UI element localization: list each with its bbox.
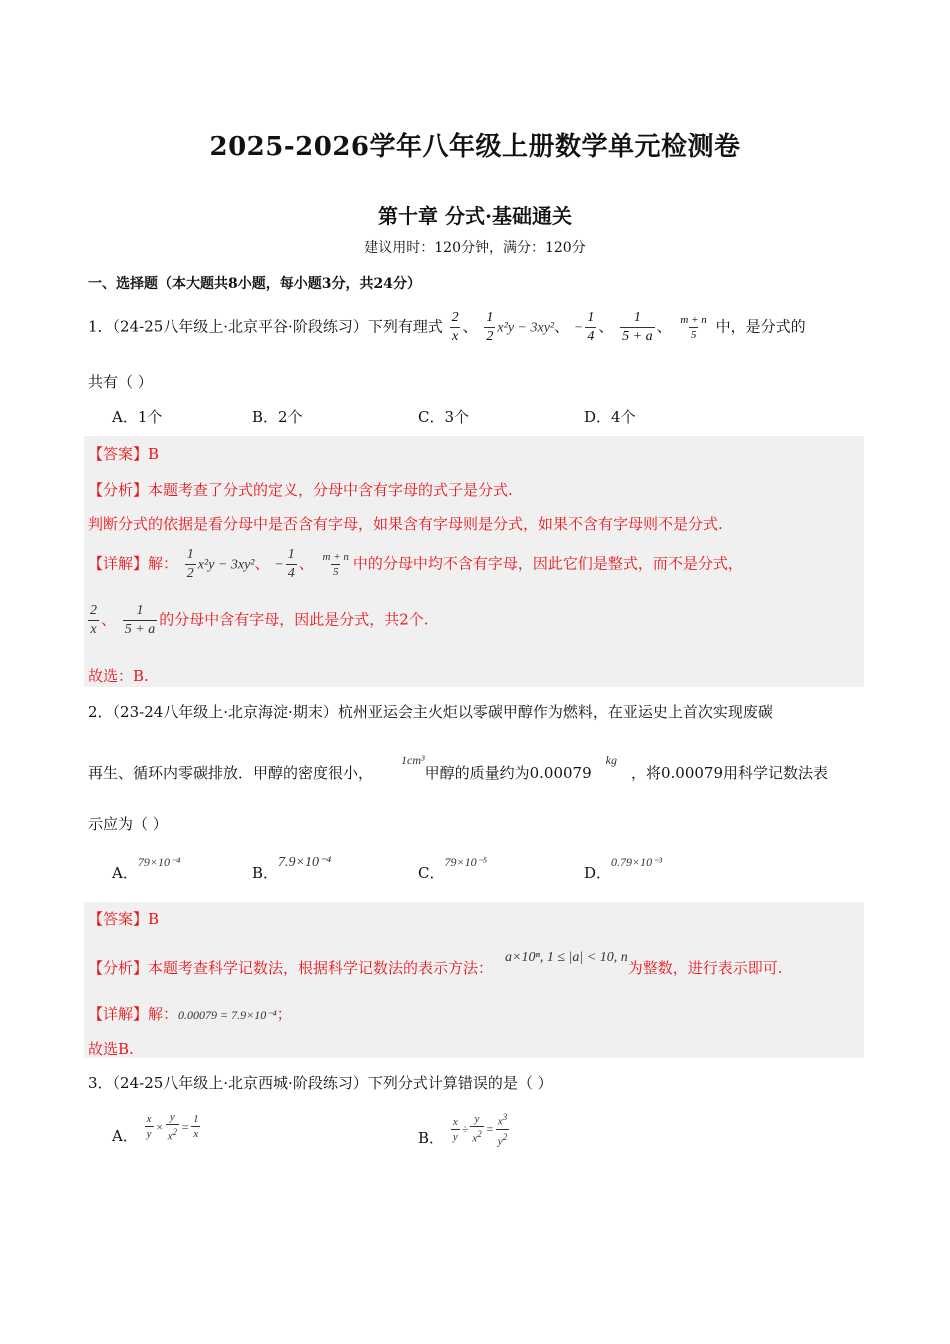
fraction-1-over-5-plus-a: $\frac{1}{5 + a}$ xyxy=(622,310,653,344)
q1-analysis-2: 判断分式的依据是看分母中是否含有字母，如果含有字母则是分式，如果不含有字母则不是分式. xyxy=(88,515,723,533)
q1-option-a: A．1个 xyxy=(112,408,163,426)
q1-detail-2: $\frac{2}{x}$ 、 $\frac{1}{5 + a}$ 的分母中含有字母，因此是分式，共2个. xyxy=(90,603,429,637)
page-title: 2025-2026学年八年级上册数学单元检测卷 xyxy=(209,132,741,162)
q1-choose: 故选：B. xyxy=(88,667,149,685)
question-2-line1: 2．（23-24八年级上·北京海淀·期末）杭州亚运会主火炬以零碳甲醇作为燃料，在亚运史上首次实现废碳 xyxy=(88,703,773,721)
q2-option-c: C．$^{79\times 10^{-5}}$ xyxy=(418,855,488,882)
q1-detail-1: 【详解】解： $\frac{1}{2}$ x²y − 3xy²、 − $\frac{1}{4}$ 、 $\frac{m + n}{5}$ 中的分母中均不含有字母，因此它们是整式，而不是分式， xyxy=(88,547,743,581)
q2-answer-box xyxy=(84,902,864,1058)
question-1-line2: 共有（ ） xyxy=(88,373,153,391)
q1-option-d: D．4个 xyxy=(584,408,636,426)
q2-detail: 【详解】解：0.00079 = 7.9×10⁻⁴； xyxy=(88,1005,292,1023)
q1-option-c: C．3个 xyxy=(418,408,470,426)
q2-option-d: D．$^{0.79\times 10^{-3}}$ xyxy=(584,855,663,882)
q2-analysis: 【分析】本题考查科学记数法，根据科学记数法的表示方法：a×10ⁿ, 1 ≤ |a| < 10, n为整数，进行表示即可. xyxy=(88,950,783,977)
fraction-one-quarter: $\frac{1}{4}$ xyxy=(587,310,595,344)
q2-option-b: B．7.9×10⁻⁴ xyxy=(252,855,332,882)
chapter-title: 第十章 分式·基础通关 xyxy=(378,204,572,228)
q1-option-b: B．2个 xyxy=(252,408,303,426)
q3-option-b: B． $\frac{x}{y}$ ÷ $\frac{y}{x^2}$ = $\frac{x^3}{y^2}$ xyxy=(418,1112,508,1148)
fraction-one-half: $\frac{1}{2}$ xyxy=(486,310,494,344)
fraction-2-over-x: $\frac{2}{x}$ xyxy=(451,310,459,344)
question-3-line1: 3．（24-25八年级上·北京西城·阶段练习）下列分式计算错误的是（ ） xyxy=(88,1074,553,1092)
question-2-line3: 示应为（ ） xyxy=(88,815,168,833)
question-1-line1: 1．（24-25八年级上·北京平谷·阶段练习）下列有理式 $\frac{2}{x}$ 、 $\frac{1}{2}$ x²y − 3xy²、 − $\frac{1}{4}$ 、 $\frac{1}{5 + a}$ 、 $\frac{m + n}{5}$ 中，是分式的 xyxy=(88,310,806,344)
fraction-m-plus-n-over-5: $\frac{m + n}{5}$ xyxy=(680,314,707,341)
q1-answer: 【答案】B xyxy=(88,445,160,463)
q1-analysis-1: 【分析】本题考查了分式的定义，分母中含有字母的式子是分式. xyxy=(88,481,513,499)
question-2-line2: 再生、循环内零碳排放．甲醇的密度很小，$^{1cm^3}$甲醇的质量约为$0.00079^{kg}$，将0.00079用科学记数法表 xyxy=(88,753,828,782)
q2-option-a: A．$^{79\times 10^{-4}}$ xyxy=(112,855,181,882)
time-info: 建议用时：120分钟，满分：120分 xyxy=(364,240,586,256)
q3-option-a: A． $\frac{x}{y}$ × $\frac{y}{x^2}$ = $\frac{1}{x}$ xyxy=(112,1111,199,1145)
section-heading: 一、选择题（本大题共8小题，每小题3分，共24分） xyxy=(88,276,421,292)
q2-choose: 故选B. xyxy=(88,1040,134,1058)
q2-answer: 【答案】B xyxy=(88,910,160,928)
